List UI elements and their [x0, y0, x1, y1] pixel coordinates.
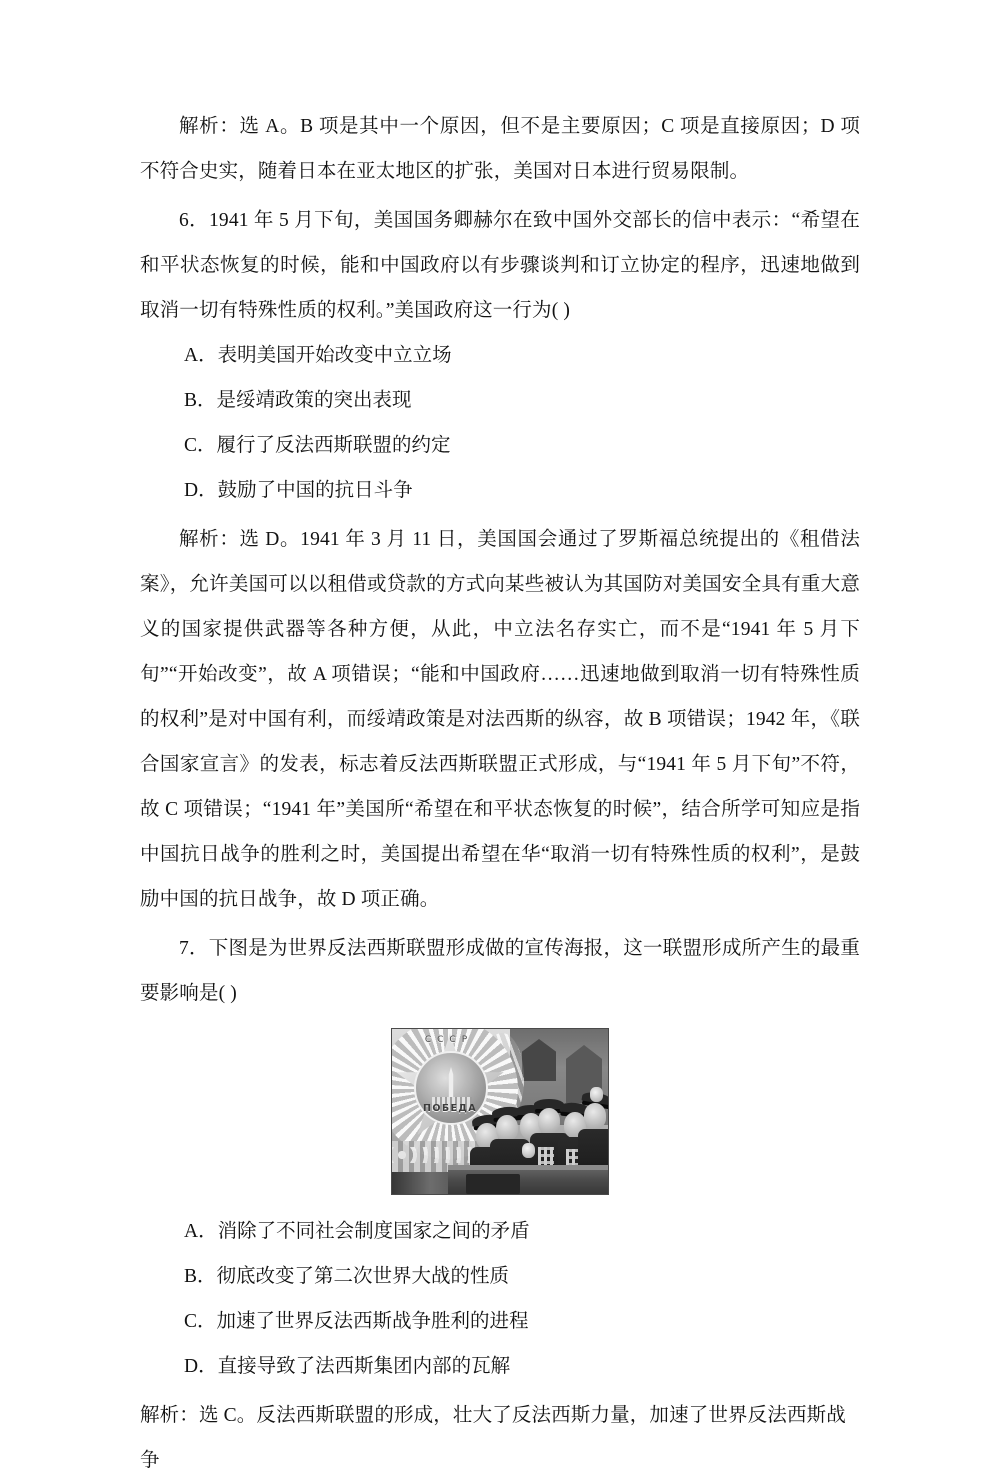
option-key: C． — [184, 1311, 217, 1332]
question-6-options — [140, 333, 860, 513]
option-text: 直接导致了法西斯集团内部的瓦解 — [217, 1356, 511, 1377]
question-6-option-c[interactable] — [140, 423, 860, 468]
question-7-option-d[interactable] — [140, 1344, 860, 1389]
question-7-option-b[interactable] — [140, 1254, 860, 1299]
explanation-question-6: 解析：选 D。1941 年 3 月 11 日，美国国会通过了罗斯福总统提出的《租借法案》，允许美国可以以租借或贷款的方式向某些被认为其国防对美国安全具有重大意义的国家提供武器等各种方便，从此，中立法名存实亡，而不是“1941 年 5 月下旬”“开始改变”，故 A 项错误；“能和中国政府……迅速地做到取消一切有特殊性质的权利”是对中国有利，而绥靖政策是对法西斯的纵容，故 B 项错误；1942 年，《联合国家宣言》的发表，标志着反法西斯联盟正式形成，与“1941 年 5 月下旬”不符，故 C 项错误；“1941 年”美国所“希望在和平状态恢复的时候”，结合所学可知应是指中国抗日战争的胜利之时，美国提出希望在华“取消一切有特殊性质的权利”，是鼓励中国的抗日战争，故 D 项正确。 — [140, 529, 860, 910]
anti-fascist-alliance-poster-image — [391, 1028, 609, 1195]
option-key: D． — [184, 1356, 218, 1377]
option-text: 是绥靖政策的突出表现 — [216, 390, 412, 411]
question-7-option-c[interactable] — [140, 1299, 860, 1344]
veteran-head — [538, 1108, 560, 1134]
tribune-railing — [448, 1165, 608, 1194]
option-key: D． — [184, 480, 218, 501]
question-7-figure-wrap — [140, 1028, 860, 1195]
question-7-options — [140, 1209, 860, 1389]
option-text: 消除了不同社会制度国家之间的矛盾 — [217, 1221, 530, 1242]
emblem-bottom-text: ПОБЕДА — [423, 1103, 477, 1114]
veteran-head — [584, 1103, 606, 1129]
option-text: 彻底改变了第二次世界大战的性质 — [216, 1266, 510, 1287]
option-key: B． — [184, 1266, 217, 1287]
option-key: A． — [184, 345, 218, 366]
document-body — [140, 104, 860, 1483]
explanation-question-7: 解析：选 C。反法西斯联盟的形成，壮大了反法西斯力量，加速了世界反法西斯战争 — [140, 1405, 846, 1471]
explanation-question-5: 解析：选 A。B 项是其中一个原因，但不是主要原因；C 项是直接原因；D 项不符合史实，随着日本在亚太地区的扩张，美国对日本进行贸易限制。 — [140, 116, 860, 182]
emblem-top-text: СССР — [424, 1035, 474, 1045]
question-7-option-a[interactable] — [140, 1209, 860, 1254]
question-6-option-d[interactable] — [140, 468, 860, 513]
saluting-hand — [522, 1143, 535, 1158]
option-text: 加速了世界反法西斯战争胜利的进程 — [216, 1311, 529, 1332]
option-key: C． — [184, 435, 217, 456]
question-6-option-b[interactable] — [140, 378, 860, 423]
option-text: 鼓励了中国的抗日斗争 — [217, 480, 413, 501]
question-6-option-a[interactable] — [140, 333, 860, 378]
question-6-stem: 6．1941 年 5 月下旬，美国国务卿赫尔在致中国外交部长的信中表示：“希望在和平状态恢复的时候，能和中国政府以有步骤谈判和订立协定的程序，迅速地做到取消一切有特殊性质的权利。”美国政府这一行为( ) — [140, 210, 860, 321]
question-7-stem: 7．下图是为世界反法西斯联盟形成做的宣传海报，这一联盟形成所产生的最重要影响是( ) — [140, 938, 860, 1004]
option-key: A． — [184, 1221, 218, 1242]
option-text: 履行了反法西斯联盟的约定 — [216, 435, 451, 456]
option-key: B． — [184, 390, 217, 411]
saluting-hand — [590, 1087, 603, 1102]
veteran-head — [496, 1115, 518, 1141]
option-text: 表明美国开始改变中立立场 — [217, 345, 452, 366]
